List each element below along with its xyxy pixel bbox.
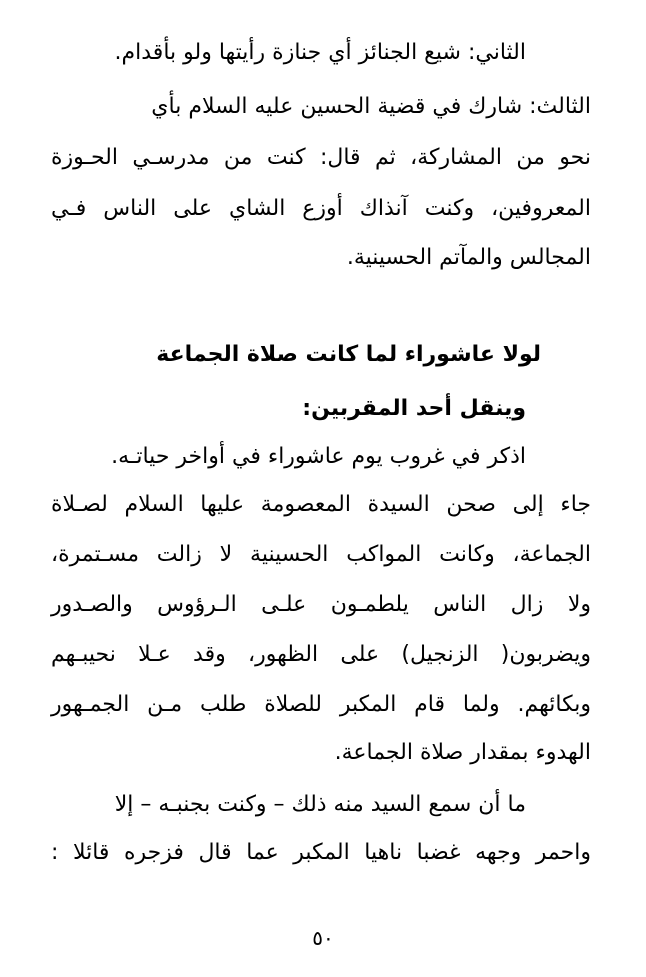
- paragraph1-line3: نحو من المشاركة، ثم قال: كنت من مدرسـي الحـوزة: [51, 145, 591, 170]
- paragraph2-line5: ويضربون( الزنجيل) على الظهور، وقد عـلا نحيبـهم: [51, 642, 591, 667]
- paragraph1-line4: المعروفين، وكنت آنذاك أوزع الشاي على الناس فـي: [51, 196, 591, 221]
- paragraph1-line2: الثالث: شارك في قضية الحسين عليه السلام بأي: [151, 94, 591, 119]
- page-number: ٥٠: [312, 926, 334, 950]
- paragraph1-line1: الثاني: شيع الجنائز أي جنازة رأيتها ولو بأقدام.: [114, 40, 526, 65]
- section-subheading: وينقل أحد المقربين:: [302, 396, 526, 421]
- paragraph2-line1: اذكر في غروب يوم عاشوراء في أواخر حياتـه.: [111, 444, 526, 469]
- paragraph2-line2: جاء إلى صحن السيدة المعصومة عليها السلام لصـلاة: [51, 492, 591, 517]
- paragraph2-line7: الهدوء بمقدار صلاة الجماعة.: [334, 740, 591, 765]
- paragraph2-line3: الجماعة، وكانت المواكب الحسينية لا زالت مسـتمرة،: [51, 542, 591, 567]
- paragraph3-line1: ما أن سمع السيد منه ذلك – وكنت بجنبـه – إلا: [114, 792, 526, 817]
- paragraph2-line4: ولا زال الناس يلطمـون علـى الـرؤوس والصـدور: [51, 592, 591, 617]
- paragraph1-line5: المجالس والمآتم الحسينية.: [346, 245, 591, 270]
- section-heading: لولا عاشوراء لما كانت صلاة الجماعة: [156, 342, 541, 367]
- paragraph3-line2: واحمر وجهه غضبا ناهيا المكبر عما قال فزجره قائلا :: [51, 840, 591, 865]
- paragraph2-line6: وبكائهم. ولما قام المكبر للصلاة طلب مـن الجمـهور: [51, 692, 591, 717]
